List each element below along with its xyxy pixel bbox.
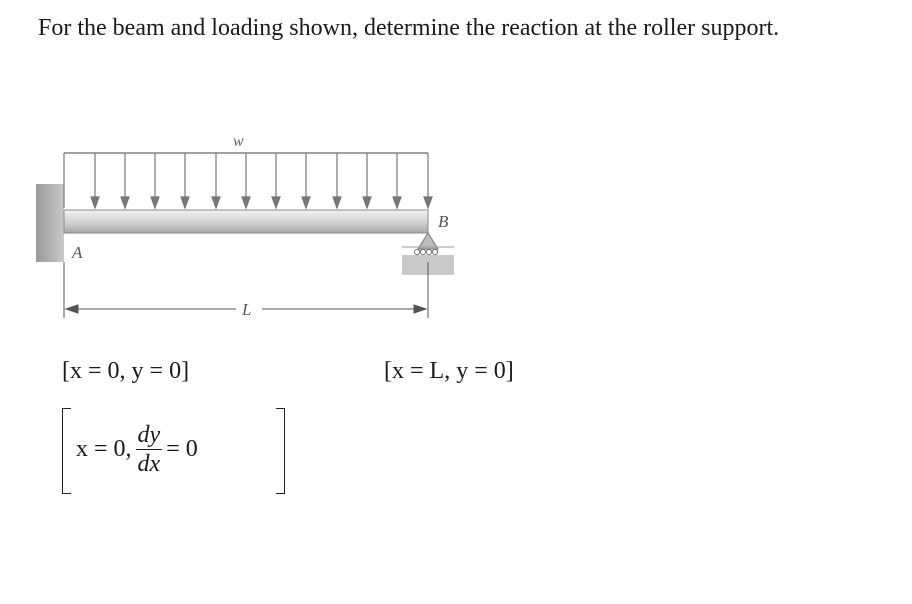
boundary-condition-1: [x = 0, y = 0] — [62, 358, 190, 384]
boundary-condition-3 — [76, 414, 198, 484]
fraction-denominator: dx — [137, 450, 161, 477]
derivative-fraction — [136, 421, 163, 478]
fixed-wall — [36, 184, 64, 262]
fraction-numerator: dy — [137, 421, 161, 448]
distributed-load-arrows — [64, 153, 432, 208]
bc3-right: = 0 — [166, 435, 198, 462]
left-bracket — [62, 408, 71, 494]
support-a-label: A — [72, 243, 83, 262]
boundary-condition-2: [x = L, y = 0] — [384, 358, 514, 384]
problem-statement: For the beam and loading shown, determine the reaction at the roller support. — [38, 15, 780, 41]
length-label: L — [242, 300, 252, 319]
load-label: w — [233, 133, 244, 150]
right-bracket — [276, 408, 285, 494]
beam — [64, 210, 428, 233]
support-b-label: B — [438, 212, 449, 231]
bc3-left: x = 0, — [76, 435, 132, 462]
